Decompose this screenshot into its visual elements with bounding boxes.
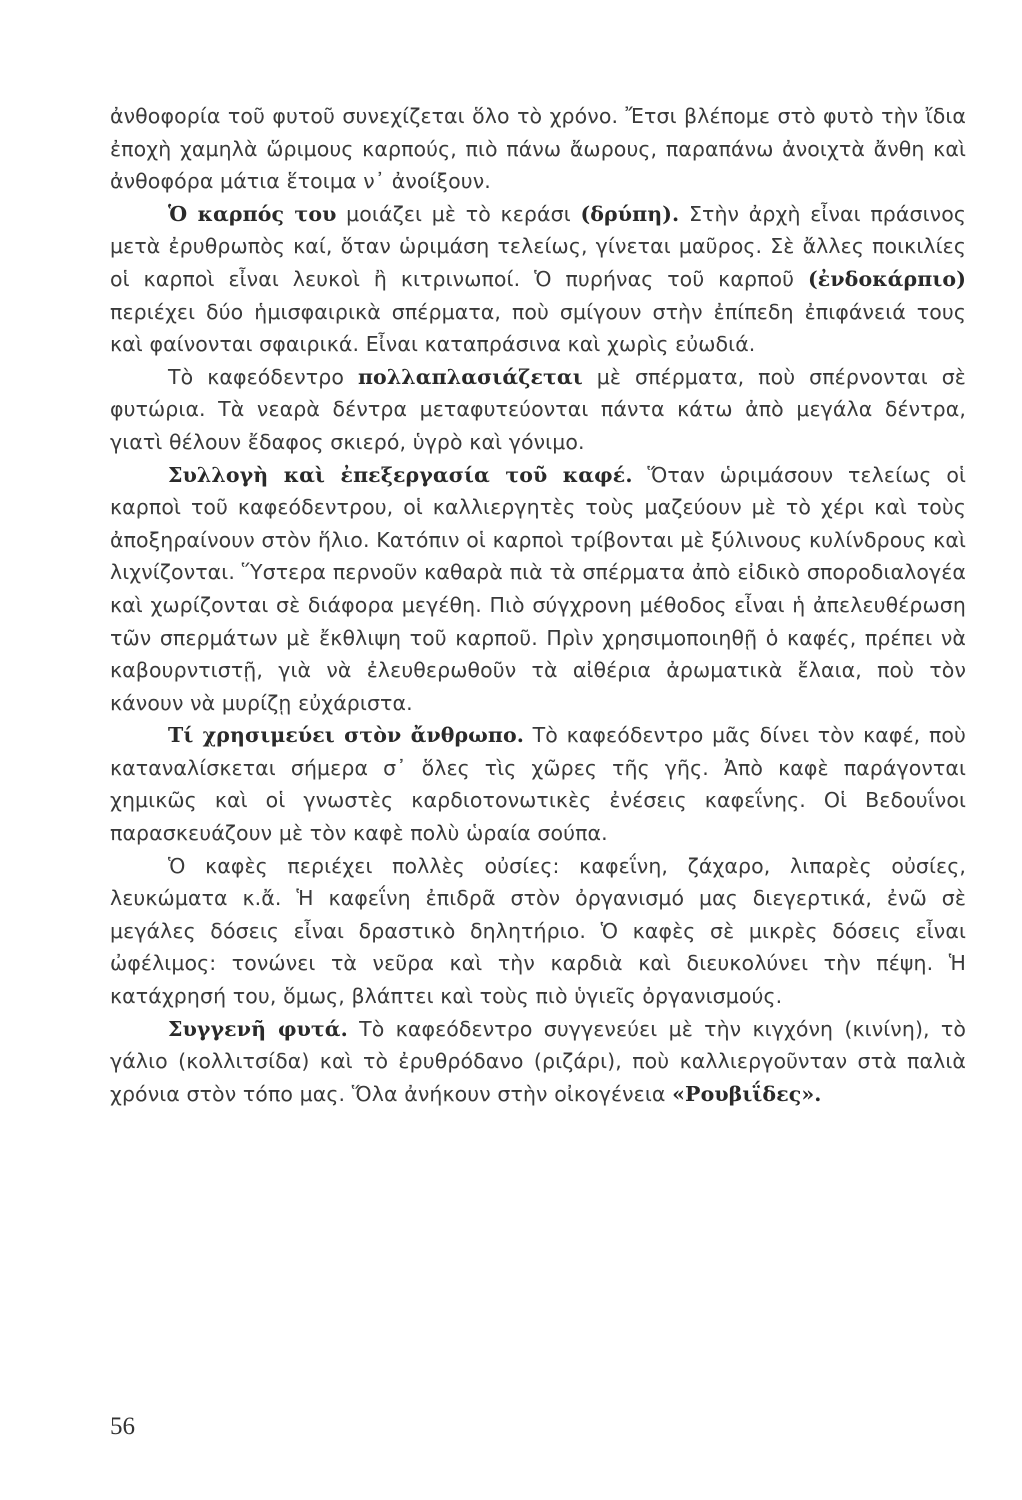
paragraph-uses (110, 719, 966, 849)
heading-uses: Τί χρησιμεύει στὸν ἄνθρωπο. (168, 723, 525, 748)
paragraph-text: Στὴν ἀρχὴ εἶναι πράσινος μετὰ ἐρυθρωπὸς καί, ὅταν ὡριμάση τελείως, γίνεται μαῦρος. Σὲ ἄλλες ποικιλίες οἱ καρποὶ εἶναι λευκοὶ ἢ κιτρινωποί. Ὁ πυρήνας τοῦ καρποῦ (110, 201, 966, 291)
paragraph-text: ἀνθοφορία τοῦ φυτοῦ συνεχίζεται ὅλο τὸ χρόνο. Ἔτσι βλέπομε στὸ φυτὸ τὴν ἴδια ἐποχὴ χαμηλὰ ὥριμους καρπούς, πιὸ πάνω ἄωρους, παραπάνω ἀνοιχτὰ ἄνθη καὶ ἀνθοφόρα μάτια ἕτοιμα ν᾽ ἀνοίξουν. (110, 104, 966, 194)
paragraph-text: Ὅταν ὡριμάσουν τελείως οἱ καρποὶ τοῦ καφεόδεντρου, οἱ καλλιεργητὲς τοὺς μαζεύουν μὲ τὸ χέρι καὶ τοὺς ἀποξηραίνουν στὸν ἥλιο. Κατόπιν οἱ καρποὶ τρίβονται μὲ ξύλινους κυλίνδρους καὶ λιχνίζονται. Ὕστερα περνοῦν καθαρὰ πιὰ τὰ σπέρματα ἀπὸ εἰδικὸ σποροδιαλογέα καὶ χωρίζονται σὲ διάφορα μεγέθη. Πιὸ σύγχρονη μέθοδος εἶναι ἡ ἀπελευθέρωση τῶν σπερμάτων μὲ ἔκθλιψη τοῦ καρποῦ. Πρὶν χρησιμοποιηθῇ ὁ καφές, πρέπει νὰ καβουρντιστῇ, γιὰ νὰ ἐλευθερωθοῦν τὰ αἰθέρια ἀρωματικὰ ἔλαια, ποὺ τὸν κάνουν νὰ μυρίζῃ εὐχάριστα. (110, 462, 966, 715)
paragraph-text: μὲ σπέρματα, ποὺ σπέρνονται σὲ φυτώρια. Τὰ νεαρὰ δέντρα μεταφυτεύονται πάντα κάτω ἀπὸ μεγάλα δέντρα, γιατὶ θέλουν ἔδαφος σκιερό, ὑγρὸ καὶ γόνιμο. (110, 364, 966, 454)
page-number: 56 (110, 1413, 135, 1440)
paragraph-substances (110, 850, 966, 1013)
body-text (110, 100, 966, 1110)
term-propagation: πολλαπλασιάζεται (357, 364, 583, 389)
paragraph-text: Τὸ καφεόδεντρο (168, 364, 358, 389)
paragraph-propagation (110, 361, 966, 459)
paragraph-related-plants (110, 1013, 966, 1111)
paragraph-harvest (110, 459, 966, 720)
heading-harvest: Συλλογὴ καὶ ἐπεξεργασία τοῦ καφέ. (168, 462, 633, 487)
term-drupe: (δρύπη). (580, 201, 680, 226)
paragraph-fruit (110, 198, 966, 361)
term-endocarp: (ἐνδοκάρπιο) (807, 266, 966, 291)
heading-related-plants: Συγγενῆ φυτά. (168, 1016, 348, 1041)
paragraph-text: περιέχει δύο ἡμισφαιρικὰ σπέρματα, ποὺ σμίγουν στὴν ἐπίπεδη ἐπιφάνειά τους καὶ φαίνονται σφαιρικά. Εἶναι καταπράσινα καὶ χωρὶς εὐωδιά. (110, 299, 966, 357)
heading-fruit: Ὁ καρπός του (168, 201, 337, 226)
paragraph-text: Τὸ καφεόδεντρο συγγενεύει μὲ τὴν κιγχόνη (κινίνη), τὸ γάλιο (κολλιτσίδα) καὶ τὸ ἐρυθρόδανο (ριζάρι), ποὺ καλλιεργοῦνταν στὰ παλιὰ χρόνια στὸν τόπο μας. Ὅλα ἀνήκουν στὴν οἰκογένεια (110, 1016, 966, 1106)
paragraph-text: μοιάζει μὲ τὸ κεράσι (336, 201, 581, 226)
paragraph-text: Τὸ καφεόδεντρο μᾶς δίνει τὸν καφέ, ποὺ καταναλίσκεται σήμερα σ᾽ ὅλες τὶς χῶρες τῆς γῆς. Ἀπὸ καφὲ παράγονται χημικῶς καὶ οἱ γνωστὲς καρδιοτονωτικὲς ἐνέσεις καφεΐνης. Οἱ Βεδουΐνοι παρασκευάζουν μὲ τὸν καφὲ πολὺ ὡραία σούπα. (110, 723, 966, 846)
paragraph-text: Ὁ καφὲς περιέχει πολλὲς οὐσίες: καφεΐνη, ζάχαρο, λιπαρὲς οὐσίες, λευκώματα κ.ἄ. Ἡ καφεΐνη ἐπιδρᾶ στὸν ὀργανισμό μας διεγερτικά, ἐνῶ σὲ μεγάλες δόσεις εἶναι δραστικὸ δηλητήριο. Ὁ καφὲς σὲ μικρὲς δόσεις εἶναι ὠφέλιμος: τονώνει τὰ νεῦρα καὶ τὴν καρδιὰ καὶ διευκολύνει τὴν πέψη. Ἡ κατάχρησή του, ὅμως, βλάπτει καὶ τοὺς πιὸ ὑγιεῖς ὀργανισμούς. (110, 853, 966, 1009)
term-family: «Ρουβιΐδες». (672, 1081, 822, 1106)
paragraph-flowering (110, 100, 966, 198)
